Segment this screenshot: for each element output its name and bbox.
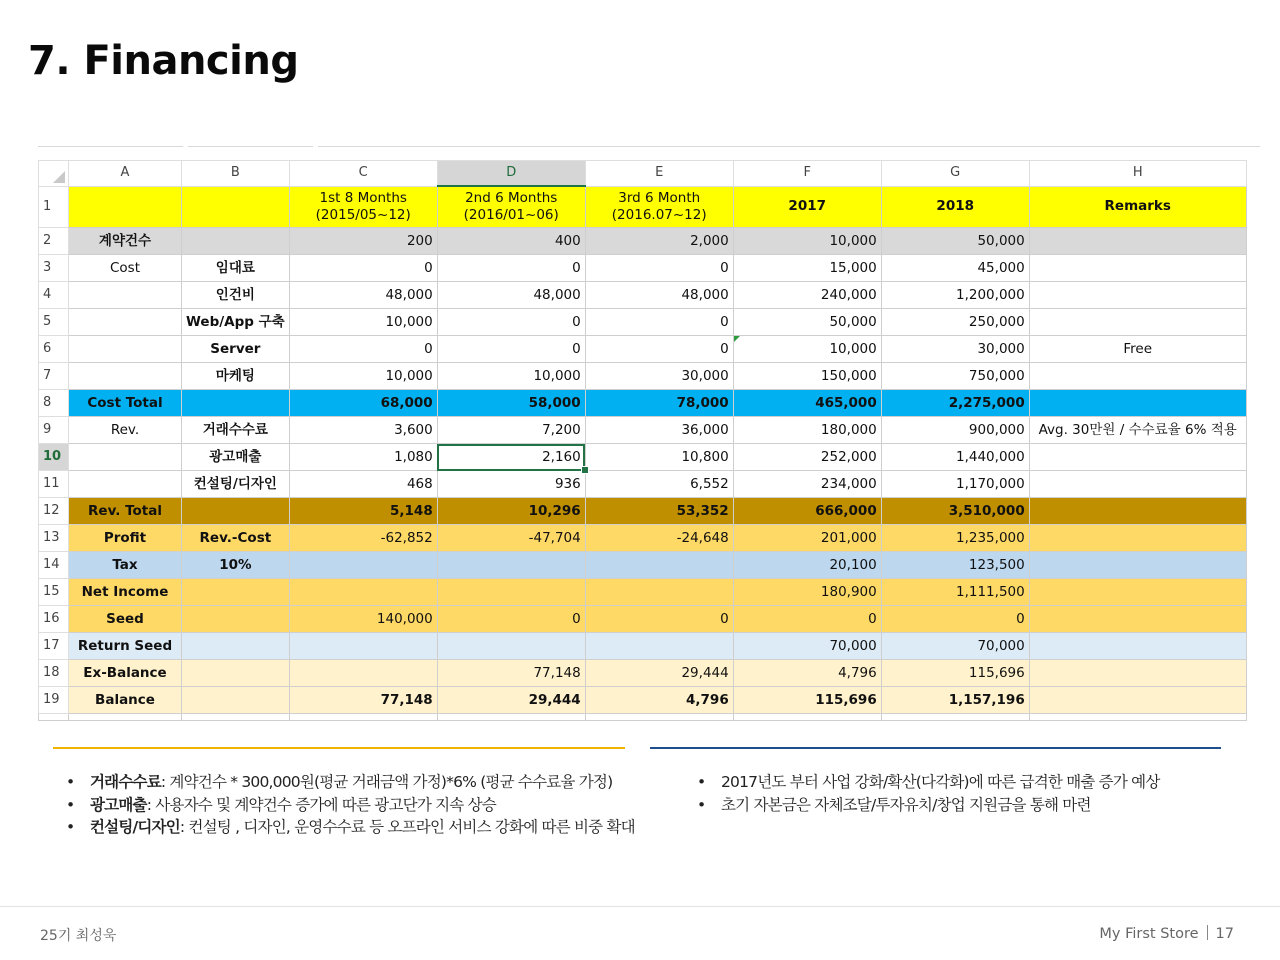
cell-f10[interactable]: 252,000 xyxy=(733,444,881,471)
column-header-e[interactable]: E xyxy=(585,161,733,187)
cell-f18[interactable]: 4,796 xyxy=(733,660,881,687)
cell-h17[interactable] xyxy=(1029,633,1246,660)
row-header-14[interactable]: 14 xyxy=(39,552,69,579)
table-row xyxy=(39,255,1247,282)
cell-a14[interactable]: Tax xyxy=(69,552,182,579)
table-row xyxy=(39,336,1247,363)
cell-d8[interactable]: 58,000 xyxy=(437,390,585,417)
cell-c17[interactable] xyxy=(289,633,437,660)
cell-e8[interactable]: 78,000 xyxy=(585,390,733,417)
cell-e6[interactable]: 0 xyxy=(585,336,733,363)
cell-b9[interactable]: 거래수수료 xyxy=(182,417,290,444)
cell-g5[interactable]: 250,000 xyxy=(881,309,1029,336)
bullet-icon: • xyxy=(66,818,75,836)
cell-f1[interactable]: 2017 xyxy=(733,186,881,228)
cell-e5[interactable]: 0 xyxy=(585,309,733,336)
cell-a3[interactable]: Cost xyxy=(69,255,182,282)
cell-c2[interactable]: 200 xyxy=(289,228,437,255)
cell-f17[interactable]: 70,000 xyxy=(733,633,881,660)
note-item xyxy=(697,794,1160,817)
cell-b11[interactable]: 컨설팅/디자인 xyxy=(182,471,290,498)
cell-a7[interactable] xyxy=(69,363,182,390)
cell-a11[interactable] xyxy=(69,471,182,498)
row-header-8[interactable]: 8 xyxy=(39,390,69,417)
cell-b2[interactable] xyxy=(182,228,290,255)
bullet-icon: • xyxy=(66,795,75,814)
cell-c18[interactable] xyxy=(289,660,437,687)
error-indicator-icon xyxy=(734,336,740,342)
cell-d16[interactable]: 0 xyxy=(437,606,585,633)
row-header-3[interactable]: 3 xyxy=(39,255,69,282)
cell-b15[interactable] xyxy=(182,579,290,606)
cell-f6[interactable]: 10,000 xyxy=(733,336,881,363)
note-text: : 계약건수 * 300,000원(평균 거래금액 가정)*6% (평균 수수료율 가정) xyxy=(160,773,613,791)
note-text: 2017년도 부터 사업 강화/확산(다각화)에 따른 급격한 매출 증가 예상 xyxy=(721,773,1160,791)
cell-d19[interactable]: 29,444 xyxy=(437,687,585,714)
table-row xyxy=(39,363,1247,390)
cell-g3[interactable]: 45,000 xyxy=(881,255,1029,282)
page-number: 17 xyxy=(1215,926,1234,942)
partial-cell xyxy=(733,714,881,721)
row-header-7[interactable]: 7 xyxy=(39,363,69,390)
cell-g15[interactable]: 1,111,500 xyxy=(881,579,1029,606)
cell-g11[interactable]: 1,170,000 xyxy=(881,471,1029,498)
footer-brand xyxy=(1099,925,1234,942)
cell-e2[interactable]: 2,000 xyxy=(585,228,733,255)
fill-handle[interactable] xyxy=(581,466,589,474)
cell-a12[interactable]: Rev. Total xyxy=(69,498,182,525)
cell-a17[interactable]: Return Seed xyxy=(69,633,182,660)
cell-b7[interactable]: 마케팅 xyxy=(182,363,290,390)
cell-a1[interactable] xyxy=(69,186,182,228)
row-header-13[interactable]: 13 xyxy=(39,525,69,552)
note-text: : 사용자수 및 계약건수 증가에 따른 광고단가 지속 상승 xyxy=(146,795,496,814)
row-header-1[interactable]: 1 xyxy=(39,186,69,228)
cell-h14[interactable] xyxy=(1029,552,1246,579)
cell-h4[interactable] xyxy=(1029,282,1246,309)
cell-h5[interactable] xyxy=(1029,309,1246,336)
cell-f12[interactable]: 666,000 xyxy=(733,498,881,525)
cell-f4[interactable]: 240,000 xyxy=(733,282,881,309)
column-header-f[interactable]: F xyxy=(733,161,881,187)
row-header-19[interactable]: 19 xyxy=(39,687,69,714)
cell-b12[interactable] xyxy=(182,498,290,525)
cell-h15[interactable] xyxy=(1029,579,1246,606)
cell-b4[interactable]: 인건비 xyxy=(182,282,290,309)
footer-brand-label: My First Store xyxy=(1099,926,1199,942)
cell-h16[interactable] xyxy=(1029,606,1246,633)
cell-g17[interactable]: 70,000 xyxy=(881,633,1029,660)
cell-g8[interactable]: 2,275,000 xyxy=(881,390,1029,417)
cell-f5[interactable]: 50,000 xyxy=(733,309,881,336)
cell-c9[interactable]: 3,600 xyxy=(289,417,437,444)
cell-d2[interactable]: 400 xyxy=(437,228,585,255)
row-header-18[interactable]: 18 xyxy=(39,660,69,687)
notes-list-left xyxy=(66,771,635,839)
row-header-5[interactable]: 5 xyxy=(39,309,69,336)
cell-h19[interactable] xyxy=(1029,687,1246,714)
cell-d15[interactable] xyxy=(437,579,585,606)
cell-h2[interactable] xyxy=(1029,228,1246,255)
note-item xyxy=(66,794,635,817)
cell-f3[interactable]: 15,000 xyxy=(733,255,881,282)
row-header-2[interactable]: 2 xyxy=(39,228,69,255)
cell-b14[interactable]: 10% xyxy=(182,552,290,579)
cell-d6[interactable]: 0 xyxy=(437,336,585,363)
table-row xyxy=(39,417,1247,444)
financing-table xyxy=(38,160,1247,721)
cell-c16[interactable]: 140,000 xyxy=(289,606,437,633)
cell-b5[interactable]: Web/App 구축 xyxy=(182,309,290,336)
row-header-11[interactable]: 11 xyxy=(39,471,69,498)
cell-b17[interactable] xyxy=(182,633,290,660)
notes-divider-left xyxy=(53,747,625,749)
cell-a9[interactable]: Rev. xyxy=(69,417,182,444)
cell-h9[interactable]: Avg. 30만원 / 수수료율 6% 적용 xyxy=(1029,417,1246,444)
cell-e3[interactable]: 0 xyxy=(585,255,733,282)
row-header-12[interactable]: 12 xyxy=(39,498,69,525)
note-text: 초기 자본금은 자체조달/투자유치/창업 지원금을 통해 마련 xyxy=(721,795,1091,814)
select-all-corner[interactable] xyxy=(39,161,69,187)
cell-f13[interactable]: 201,000 xyxy=(733,525,881,552)
cell-b13[interactable]: Rev.-Cost xyxy=(182,525,290,552)
bullet-icon: • xyxy=(66,773,75,791)
cell-h12[interactable] xyxy=(1029,498,1246,525)
cell-g16[interactable]: 0 xyxy=(881,606,1029,633)
notes-list-right xyxy=(697,771,1160,816)
cell-c5[interactable]: 10,000 xyxy=(289,309,437,336)
cell-g14[interactable]: 123,500 xyxy=(881,552,1029,579)
cell-d5[interactable]: 0 xyxy=(437,309,585,336)
cell-e10[interactable]: 10,800 xyxy=(585,444,733,471)
cell-e9[interactable]: 36,000 xyxy=(585,417,733,444)
table-row xyxy=(39,282,1247,309)
cell-g6[interactable]: 30,000 xyxy=(881,336,1029,363)
table-row xyxy=(39,579,1247,606)
footer-divider xyxy=(0,906,1280,907)
cell-b19[interactable] xyxy=(182,687,290,714)
cell-f11[interactable]: 234,000 xyxy=(733,471,881,498)
row-header-9[interactable]: 9 xyxy=(39,417,69,444)
cell-e7[interactable]: 30,000 xyxy=(585,363,733,390)
cell-d10[interactable]: 2,160 xyxy=(437,444,585,471)
column-header-a[interactable]: A xyxy=(69,161,182,187)
cell-b3[interactable]: 임대료 xyxy=(182,255,290,282)
cell-g12[interactable]: 3,510,000 xyxy=(881,498,1029,525)
cell-h3[interactable] xyxy=(1029,255,1246,282)
row-header-16[interactable]: 16 xyxy=(39,606,69,633)
cell-c3[interactable]: 0 xyxy=(289,255,437,282)
cell-h13[interactable] xyxy=(1029,525,1246,552)
table-row xyxy=(39,498,1247,525)
cell-g2[interactable]: 50,000 xyxy=(881,228,1029,255)
cell-e16[interactable]: 0 xyxy=(585,606,733,633)
table-row xyxy=(39,228,1247,255)
row-header-17[interactable]: 17 xyxy=(39,633,69,660)
cell-c15[interactable] xyxy=(289,579,437,606)
note-term: 거래수수료 xyxy=(90,773,161,791)
cell-a16[interactable]: Seed xyxy=(69,606,182,633)
cell-c11[interactable]: 468 xyxy=(289,471,437,498)
cell-a18[interactable]: Ex-Balance xyxy=(69,660,182,687)
cell-b10[interactable]: 광고매출 xyxy=(182,444,290,471)
cell-h8[interactable] xyxy=(1029,390,1246,417)
cell-c12[interactable]: 5,148 xyxy=(289,498,437,525)
page-title: 7. Financing xyxy=(28,38,299,84)
cell-d9[interactable]: 7,200 xyxy=(437,417,585,444)
partial-cell xyxy=(39,714,69,721)
table-row xyxy=(39,390,1247,417)
cell-b6[interactable]: Server xyxy=(182,336,290,363)
partial-cell xyxy=(585,714,733,721)
cell-f7[interactable]: 150,000 xyxy=(733,363,881,390)
notes-divider-right xyxy=(650,747,1221,749)
cell-g7[interactable]: 750,000 xyxy=(881,363,1029,390)
cell-c19[interactable]: 77,148 xyxy=(289,687,437,714)
table-row xyxy=(39,606,1247,633)
cell-c6[interactable]: 0 xyxy=(289,336,437,363)
bullet-icon: • xyxy=(697,773,706,791)
cell-e1[interactable]: 3rd 6 Month (2016.07~12) xyxy=(585,186,733,228)
cell-e19[interactable]: 4,796 xyxy=(585,687,733,714)
cell-a19[interactable]: Balance xyxy=(69,687,182,714)
table-row-partial xyxy=(39,714,1247,721)
cell-a4[interactable] xyxy=(69,282,182,309)
cell-f16[interactable]: 0 xyxy=(733,606,881,633)
table-row xyxy=(39,687,1247,714)
column-header-g[interactable]: G xyxy=(881,161,1029,187)
cell-h10[interactable] xyxy=(1029,444,1246,471)
table-row xyxy=(39,525,1247,552)
partial-cell xyxy=(289,714,437,721)
cell-c4[interactable]: 48,000 xyxy=(289,282,437,309)
note-text: : 컨설팅 , 디자인, 운영수수료 등 오프라인 서비스 강화에 따른 비중 확대 xyxy=(179,818,635,836)
cell-d13[interactable]: -47,704 xyxy=(437,525,585,552)
cell-g18[interactable]: 115,696 xyxy=(881,660,1029,687)
cell-f2[interactable]: 10,000 xyxy=(733,228,881,255)
cell-d18[interactable]: 77,148 xyxy=(437,660,585,687)
top-divider xyxy=(38,146,183,147)
row-header-6[interactable]: 6 xyxy=(39,336,69,363)
footer-author: 25기 최성욱 xyxy=(40,928,117,944)
bullet-icon: • xyxy=(697,795,706,814)
cell-b8[interactable] xyxy=(182,390,290,417)
cell-a2[interactable]: 계약건수 xyxy=(69,228,182,255)
cell-c7[interactable]: 10,000 xyxy=(289,363,437,390)
table-row xyxy=(39,660,1247,687)
cell-g19[interactable]: 1,157,196 xyxy=(881,687,1029,714)
table-row xyxy=(39,444,1247,471)
note-item xyxy=(66,771,635,794)
cell-a15[interactable]: Net Income xyxy=(69,579,182,606)
column-header-h[interactable]: H xyxy=(1029,161,1246,187)
cell-e4[interactable]: 48,000 xyxy=(585,282,733,309)
partial-cell xyxy=(881,714,1029,721)
column-header-d[interactable]: D xyxy=(437,161,585,187)
cell-d17[interactable] xyxy=(437,633,585,660)
table-row xyxy=(39,633,1247,660)
cell-e14[interactable] xyxy=(585,552,733,579)
note-term: 컨설팅/디자인 xyxy=(90,818,180,836)
cell-h11[interactable] xyxy=(1029,471,1246,498)
cell-c13[interactable]: -62,852 xyxy=(289,525,437,552)
cell-c1[interactable]: 1st 8 Months (2015/05~12) xyxy=(289,186,437,228)
column-header-b[interactable]: B xyxy=(182,161,290,187)
cell-f15[interactable]: 180,900 xyxy=(733,579,881,606)
footer-separator xyxy=(1207,925,1208,940)
table-row xyxy=(39,186,1247,228)
table-row xyxy=(39,309,1247,336)
cell-d1[interactable]: 2nd 6 Months (2016/01~06) xyxy=(437,186,585,228)
cell-h7[interactable] xyxy=(1029,363,1246,390)
cell-e13[interactable]: -24,648 xyxy=(585,525,733,552)
row-header-10[interactable]: 10 xyxy=(39,444,69,471)
cell-g4[interactable]: 1,200,000 xyxy=(881,282,1029,309)
cell-a10[interactable] xyxy=(69,444,182,471)
partial-cell xyxy=(182,714,290,721)
partial-cell xyxy=(69,714,182,721)
cell-e11[interactable]: 6,552 xyxy=(585,471,733,498)
cell-a6[interactable] xyxy=(69,336,182,363)
cell-c10[interactable]: 1,080 xyxy=(289,444,437,471)
select-all-icon xyxy=(53,171,65,183)
cell-c8[interactable]: 68,000 xyxy=(289,390,437,417)
cell-b16[interactable] xyxy=(182,606,290,633)
cell-g13[interactable]: 1,235,000 xyxy=(881,525,1029,552)
cell-a5[interactable] xyxy=(69,309,182,336)
cell-d12[interactable]: 10,296 xyxy=(437,498,585,525)
cell-f9[interactable]: 180,000 xyxy=(733,417,881,444)
top-divider xyxy=(318,146,1260,147)
cell-g9[interactable]: 900,000 xyxy=(881,417,1029,444)
cell-b1[interactable] xyxy=(182,186,290,228)
cell-a8[interactable]: Cost Total xyxy=(69,390,182,417)
cell-h1[interactable]: Remarks xyxy=(1029,186,1246,228)
top-divider xyxy=(188,146,313,147)
note-item xyxy=(697,771,1160,794)
cell-e12[interactable]: 53,352 xyxy=(585,498,733,525)
cell-e17[interactable] xyxy=(585,633,733,660)
table-row xyxy=(39,552,1247,579)
cell-c14[interactable] xyxy=(289,552,437,579)
cell-d7[interactable]: 10,000 xyxy=(437,363,585,390)
cell-e15[interactable] xyxy=(585,579,733,606)
cell-b18[interactable] xyxy=(182,660,290,687)
cell-g1[interactable]: 2018 xyxy=(881,186,1029,228)
cell-d14[interactable] xyxy=(437,552,585,579)
column-header-c[interactable]: C xyxy=(289,161,437,187)
row-header-4[interactable]: 4 xyxy=(39,282,69,309)
cell-h6[interactable]: Free xyxy=(1029,336,1246,363)
cell-h18[interactable] xyxy=(1029,660,1246,687)
cell-g10[interactable]: 1,440,000 xyxy=(881,444,1029,471)
partial-cell xyxy=(437,714,585,721)
cell-e18[interactable]: 29,444 xyxy=(585,660,733,687)
column-header-row xyxy=(39,161,1247,187)
table-row xyxy=(39,471,1247,498)
cell-d4[interactable]: 48,000 xyxy=(437,282,585,309)
note-item xyxy=(66,816,635,839)
note-term: 광고매출 xyxy=(90,795,147,814)
cell-a13[interactable]: Profit xyxy=(69,525,182,552)
cell-f14[interactable]: 20,100 xyxy=(733,552,881,579)
row-header-15[interactable]: 15 xyxy=(39,579,69,606)
cell-f8[interactable]: 465,000 xyxy=(733,390,881,417)
cell-f19[interactable]: 115,696 xyxy=(733,687,881,714)
cell-d11[interactable]: 936 xyxy=(437,471,585,498)
cell-d3[interactable]: 0 xyxy=(437,255,585,282)
partial-cell xyxy=(1029,714,1246,721)
spreadsheet xyxy=(38,160,1262,722)
